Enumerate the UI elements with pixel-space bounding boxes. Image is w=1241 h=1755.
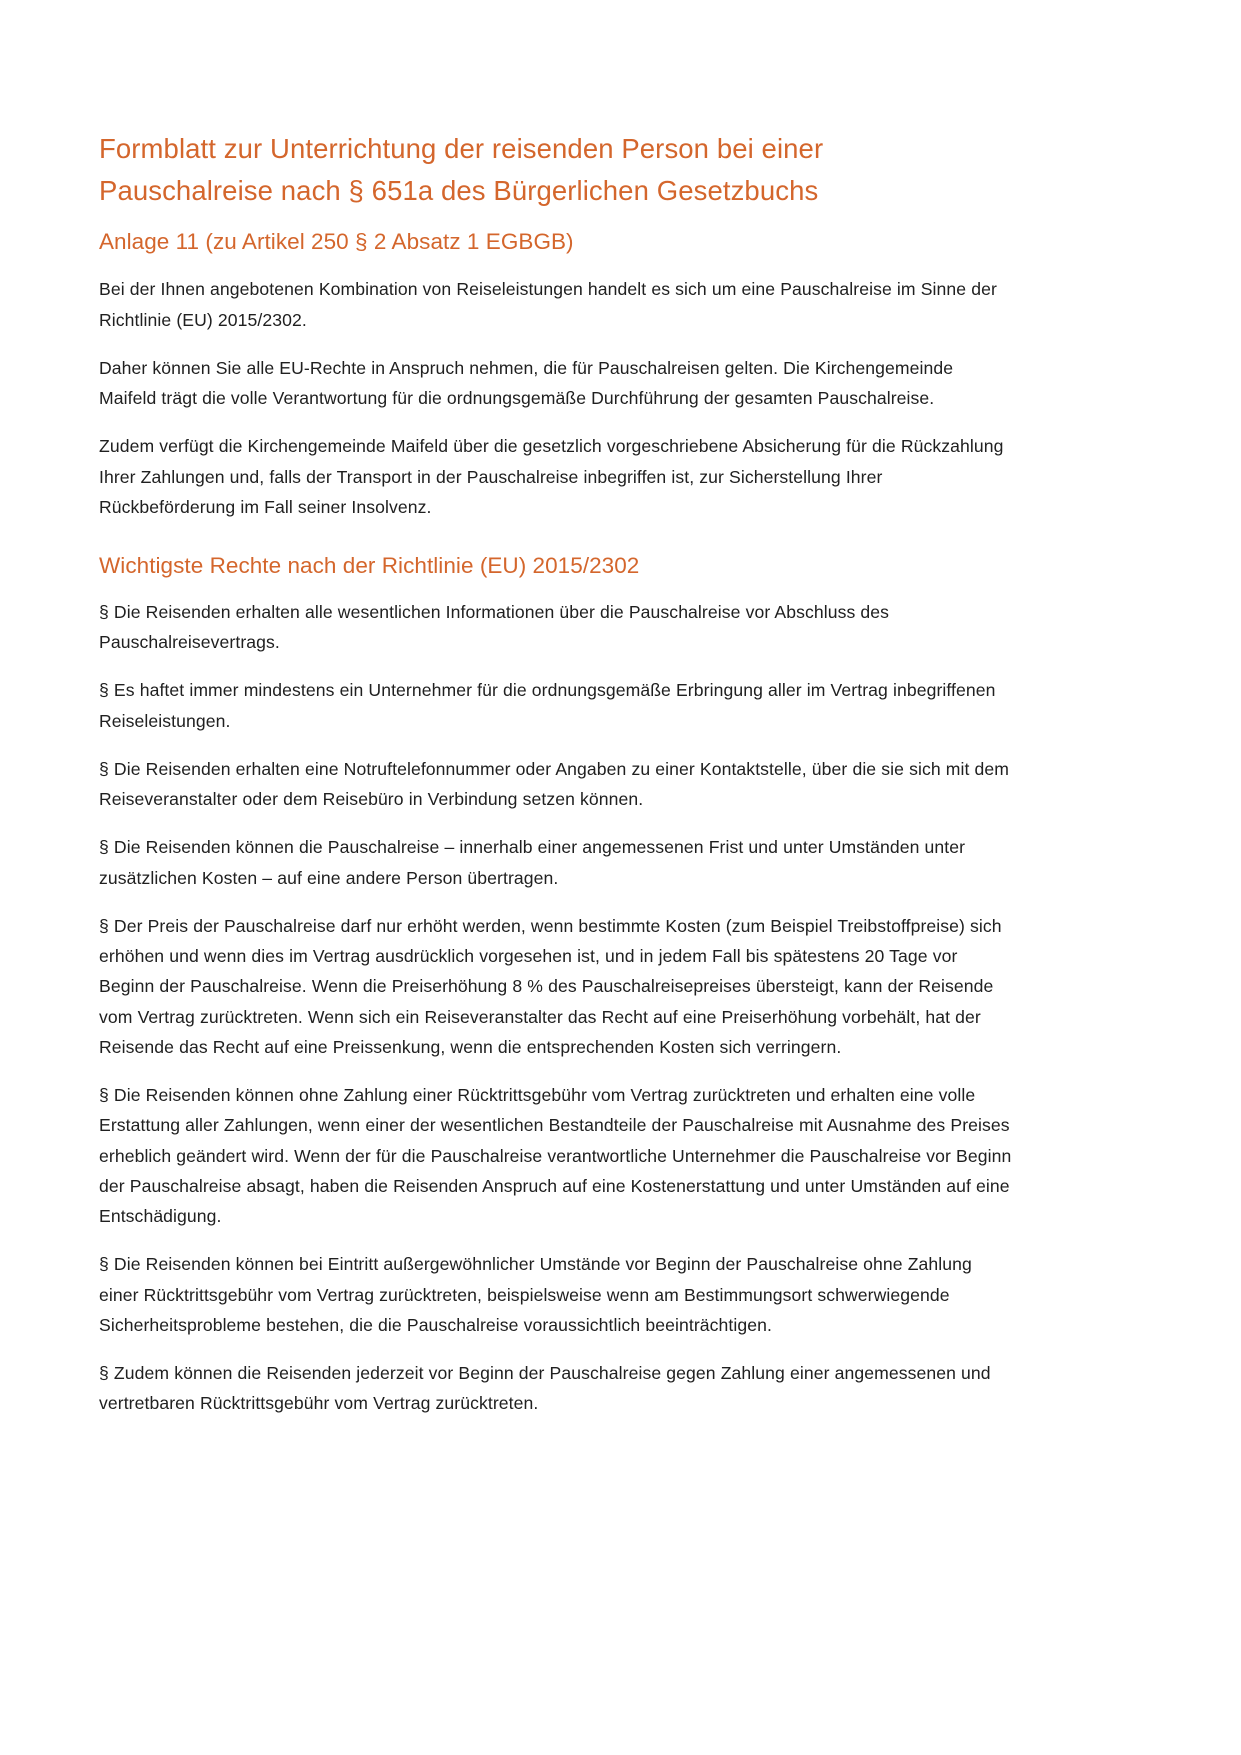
right-paragraph-3: § Die Reisenden erhalten eine Notruftelefonnummer oder Angaben zu einer Kontaktstelle, über die sie sich mit dem Reiseveranstalter oder dem Reisebüro in Verbindung setzen können. bbox=[99, 758, 1010, 810]
right-paragraph-5: § Der Preis der Pauschalreise darf nur erhöht werden, wenn bestimmte Kosten (zum Beispiel Treibstoffpreise) sich erhöhen und wenn dies im Vertrag ausdrücklich vorgesehen ist, und in jedem Fall bis spätestens 20 Tage vor Beginn der Pauschalreise. Wenn die Preiserhöhung 8 % des Pauschalreisepreises übersteigt, kann der Reisende vom Vertrag zurücktreten. Wenn sich ein Reiseveranstalter das Recht auf eine Preiserhöhung vorbehält, hat der Reisende das Recht auf eine Preissenkung, wenn die entsprechenden Kosten sich verringern. bbox=[99, 915, 1002, 1057]
right-paragraph-1: § Die Reisenden erhalten alle wesentlichen Informationen über die Pauschalreise vor Abschluss des Pauschalreisevertrags. bbox=[99, 601, 890, 653]
intro-paragraph-1: Bei der Ihnen angebotenen Kombination von Reiseleistungen handelt es sich um eine Pauschalreise im Sinne der Richtlinie (EU) 2015/2302. bbox=[99, 279, 997, 330]
right-paragraph-6: § Die Reisenden können ohne Zahlung einer Rücktrittsgebühr vom Vertrag zurücktreten und erhalten eine volle Erstattung aller Zahlungen, wenn einer der wesentlichen Bestandteile der Pauschalreise mit Ausnahme des Preises erheblich geändert wird. Wenn der für die Pauschalreise verantwortliche Unternehmer die Pauschalreise vor Beginn der Pauschalreise absagt, haben die Reisenden Anspruch auf eine Kostenerstattung und unter Umständen auf eine Entschädigung. bbox=[99, 1085, 1012, 1227]
document-content bbox=[99, 128, 1014, 1419]
intro-paragraph-2: Daher können Sie alle EU-Rechte in Anspruch nehmen, die für Pauschalreisen gelten. Die Kirchengemeinde Maifeld trägt die volle Verantwortung für die ordnungsgemäße Durchführung der gesamten Pauschalreise. bbox=[99, 357, 954, 409]
right-paragraph-2: § Es haftet immer mindestens ein Unternehmer für die ordnungsgemäße Erbringung aller im Vertrag inbegriffenen Reiseleistungen. bbox=[99, 680, 996, 731]
right-paragraph-8: § Zudem können die Reisenden jederzeit vor Beginn der Pauschalreise gegen Zahlung einer angemessenen und vertretbaren Rücktrittsgebühr vom Vertrag zurücktreten. bbox=[99, 1363, 991, 1414]
page-title: Formblatt zur Unterrichtung der reisenden Person bei einer Pauschalreise nach § 651a des Bürgerlichen Gesetzbuchs bbox=[99, 133, 824, 206]
rights-section-heading: Wichtigste Rechte nach der Richtlinie (EU) 2015/2302 bbox=[99, 553, 640, 579]
right-paragraph-4: § Die Reisenden können die Pauschalreise – innerhalb einer angemessenen Frist und unter Umständen unter zusätzlichen Kosten – auf eine andere Person übertragen. bbox=[99, 837, 966, 888]
intro-paragraph-3: Zudem verfügt die Kirchengemeinde Maifeld über die gesetzlich vorgeschriebene Absicherung für die Rückzahlung Ihrer Zahlungen und, falls der Transport in der Pauschalreise inbegriffen ist, zur Sicherstellung Ihrer Rückbeförderung im Fall seiner Insolvenz. bbox=[99, 436, 1004, 517]
document-subtitle: Anlage 11 (zu Artikel 250 § 2 Absatz 1 EGBGB) bbox=[99, 228, 574, 254]
right-paragraph-7: § Die Reisenden können bei Eintritt außergewöhnlicher Umstände vor Beginn der Pauschalreise ohne Zahlung einer Rücktrittsgebühr vom Vertrag zurücktreten, beispielsweise wenn am Bestimmungsort schwerwiegende Sicherheitsprobleme bestehen, die die Pauschalreise voraussichtlich beeinträchtigen. bbox=[99, 1254, 972, 1335]
